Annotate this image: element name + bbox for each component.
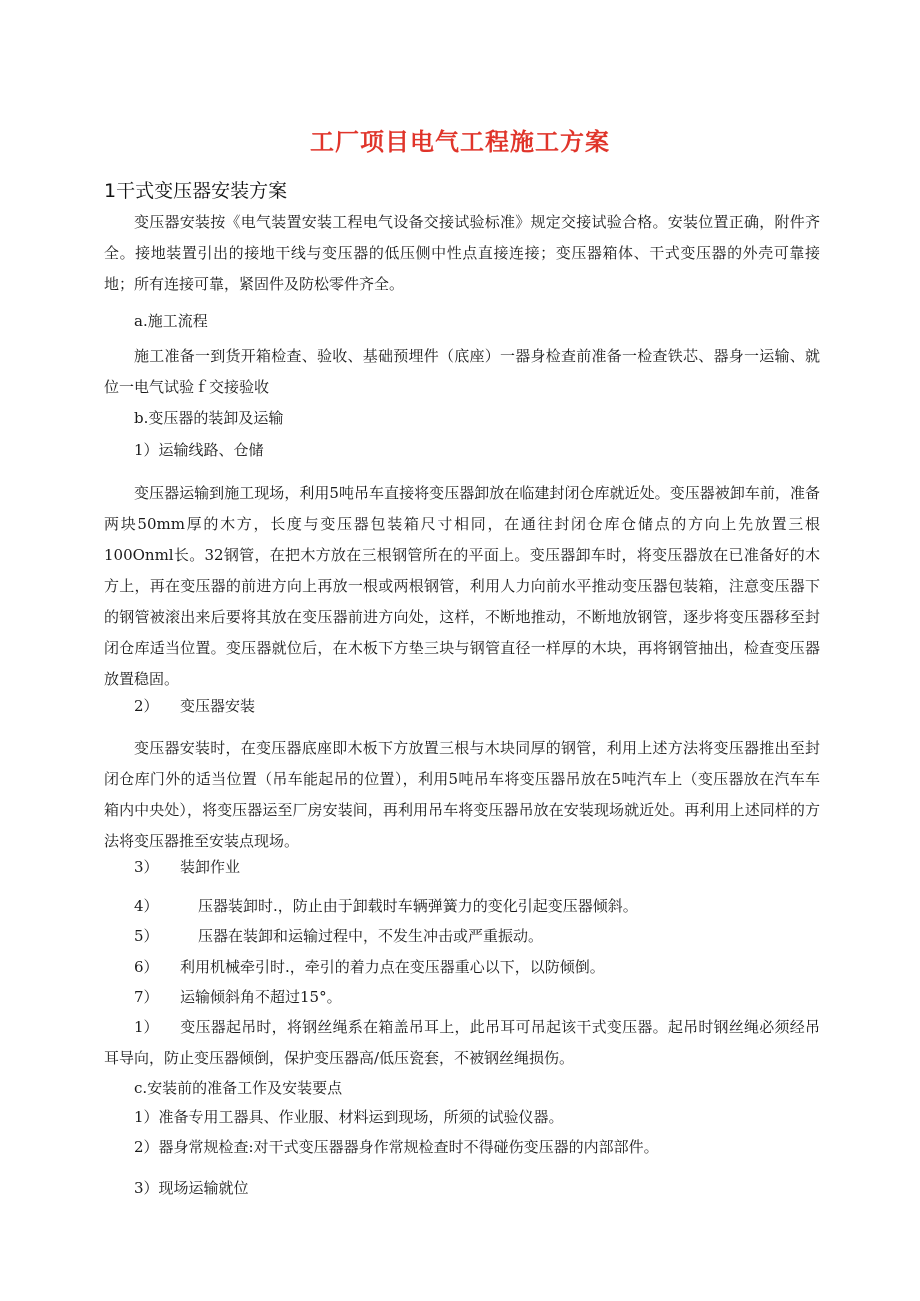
item-number: 2） [134, 697, 159, 715]
item-number: 3） [134, 858, 159, 876]
item-number: 1） [134, 1018, 159, 1036]
item-number: 5） [134, 927, 159, 945]
item-number: 7） [134, 988, 159, 1006]
item-c2: 2）器身常规检查:对干式变压器器身作常规检查时不得碰伤变压器的内部部件。 [134, 1138, 659, 1156]
subsection-a-title: a.施工流程 [134, 312, 208, 330]
intro-paragraph: 变压器安装按《电气装置安装工程电气设备交接试验标准》规定交接试验合格。安装位置正确，附件齐全。接地装置引出的接地干线与变压器的低压侧中性点直接连接；变压器箱体、干式变压器的外壳可靠接地；所有连接可靠，紧固件及防松零件齐全。 [104, 213, 820, 293]
item-b4 [104, 896, 820, 916]
item-label: 压器在装卸和运输过程中，不发生冲击或严重振动。 [198, 927, 544, 945]
item-b5 [104, 926, 820, 946]
item-b7 [104, 987, 820, 1007]
item-number: 6） [134, 958, 159, 976]
item-c1: 1）准备专用工器具、作业服、材料运到现场，所须的试验仪器。 [134, 1108, 564, 1126]
item-label: 运输倾斜角不超过15°。 [180, 988, 342, 1006]
document-title: 工厂项目电气工程施工方案 [310, 128, 610, 156]
item-number: 4） [134, 897, 159, 915]
subsection-c-title: c.安装前的准备工作及安装要点 [134, 1079, 343, 1097]
item-b1-title: 1）运输线路、仓储 [134, 441, 264, 459]
subsection-b-title: b.变压器的装卸及运输 [134, 409, 284, 427]
construction-flow-paragraph: 施工准备一到货开箱检查、验收、基础预埋件（底座）一器身检查前准备一检查铁芯、器身一运输、就位一电气试验ｆ交接验收 [104, 347, 820, 396]
item-label: 装卸作业 [180, 858, 241, 876]
installation-paragraph: 变压器安装时，在变压器底座即木板下方放置三根与木块同厚的钢管，利用上述方法将变压器推出至封闭仓库门外的适当位置（吊车能起吊的位置），利用5吨吊车将变压器吊放在5吨汽车上（变压器放在汽车车箱内中央处），将变压器运至厂房安装间，再利用吊车将变压器吊放在安装现场就近处。再利用上述同样的方法将变压器推至安装点现场。 [104, 739, 820, 850]
transport-paragraph: 变压器运输到施工现场，利用5吨吊车直接将变压器卸放在临建封闭仓库就近处。变压器被卸车前，准备两块50mm厚的木方，长度与变压器包装箱尺寸相同，在通往封闭仓库仓储点的方向上先放置三根100Onml长。32钢管，在把木方放在三根钢管所在的平面上。变压器卸车时，将变压器放在已准备好的木方上，再在变压器的前进方向上再放一根或两根钢管，利用人力向前水平推动变压器包装箱，注意变压器下的钢管被滚出来后要将其放在变压器前进方向处，这样，不断地推动，不断地放钢管，逐步将变压器移至封闭仓库适当位置。变压器就位后，在木板下方垫三块与钢管直径一样厚的木块，再将钢管抽出，检查变压器放置稳固。 [104, 484, 820, 688]
item-c3: 3）现场运输就位 [134, 1179, 249, 1197]
item-label: 利用机械牵引时.，牵引的着力点在变压器重心以下，以防倾倒。 [180, 958, 605, 976]
item-b2 [104, 696, 820, 716]
item-label: 压器装卸时.，防止由于卸载时车辆弹簧力的变化引起变压器倾斜。 [198, 897, 638, 915]
item-b6 [104, 957, 820, 977]
section-heading: 1干式变压器安装方案 [104, 180, 288, 202]
item-b3 [104, 857, 820, 877]
item-label: 变压器起吊时，将钢丝绳系在箱盖吊耳上，此吊耳可吊起该干式变压器。起吊时钢丝绳必须经吊耳导向，防止变压器倾倒，保护变压器高/低压瓷套，不被钢丝绳损伤。 [104, 1018, 820, 1067]
item-label: 变压器安装 [180, 697, 256, 715]
lifting-paragraph [104, 1012, 820, 1074]
